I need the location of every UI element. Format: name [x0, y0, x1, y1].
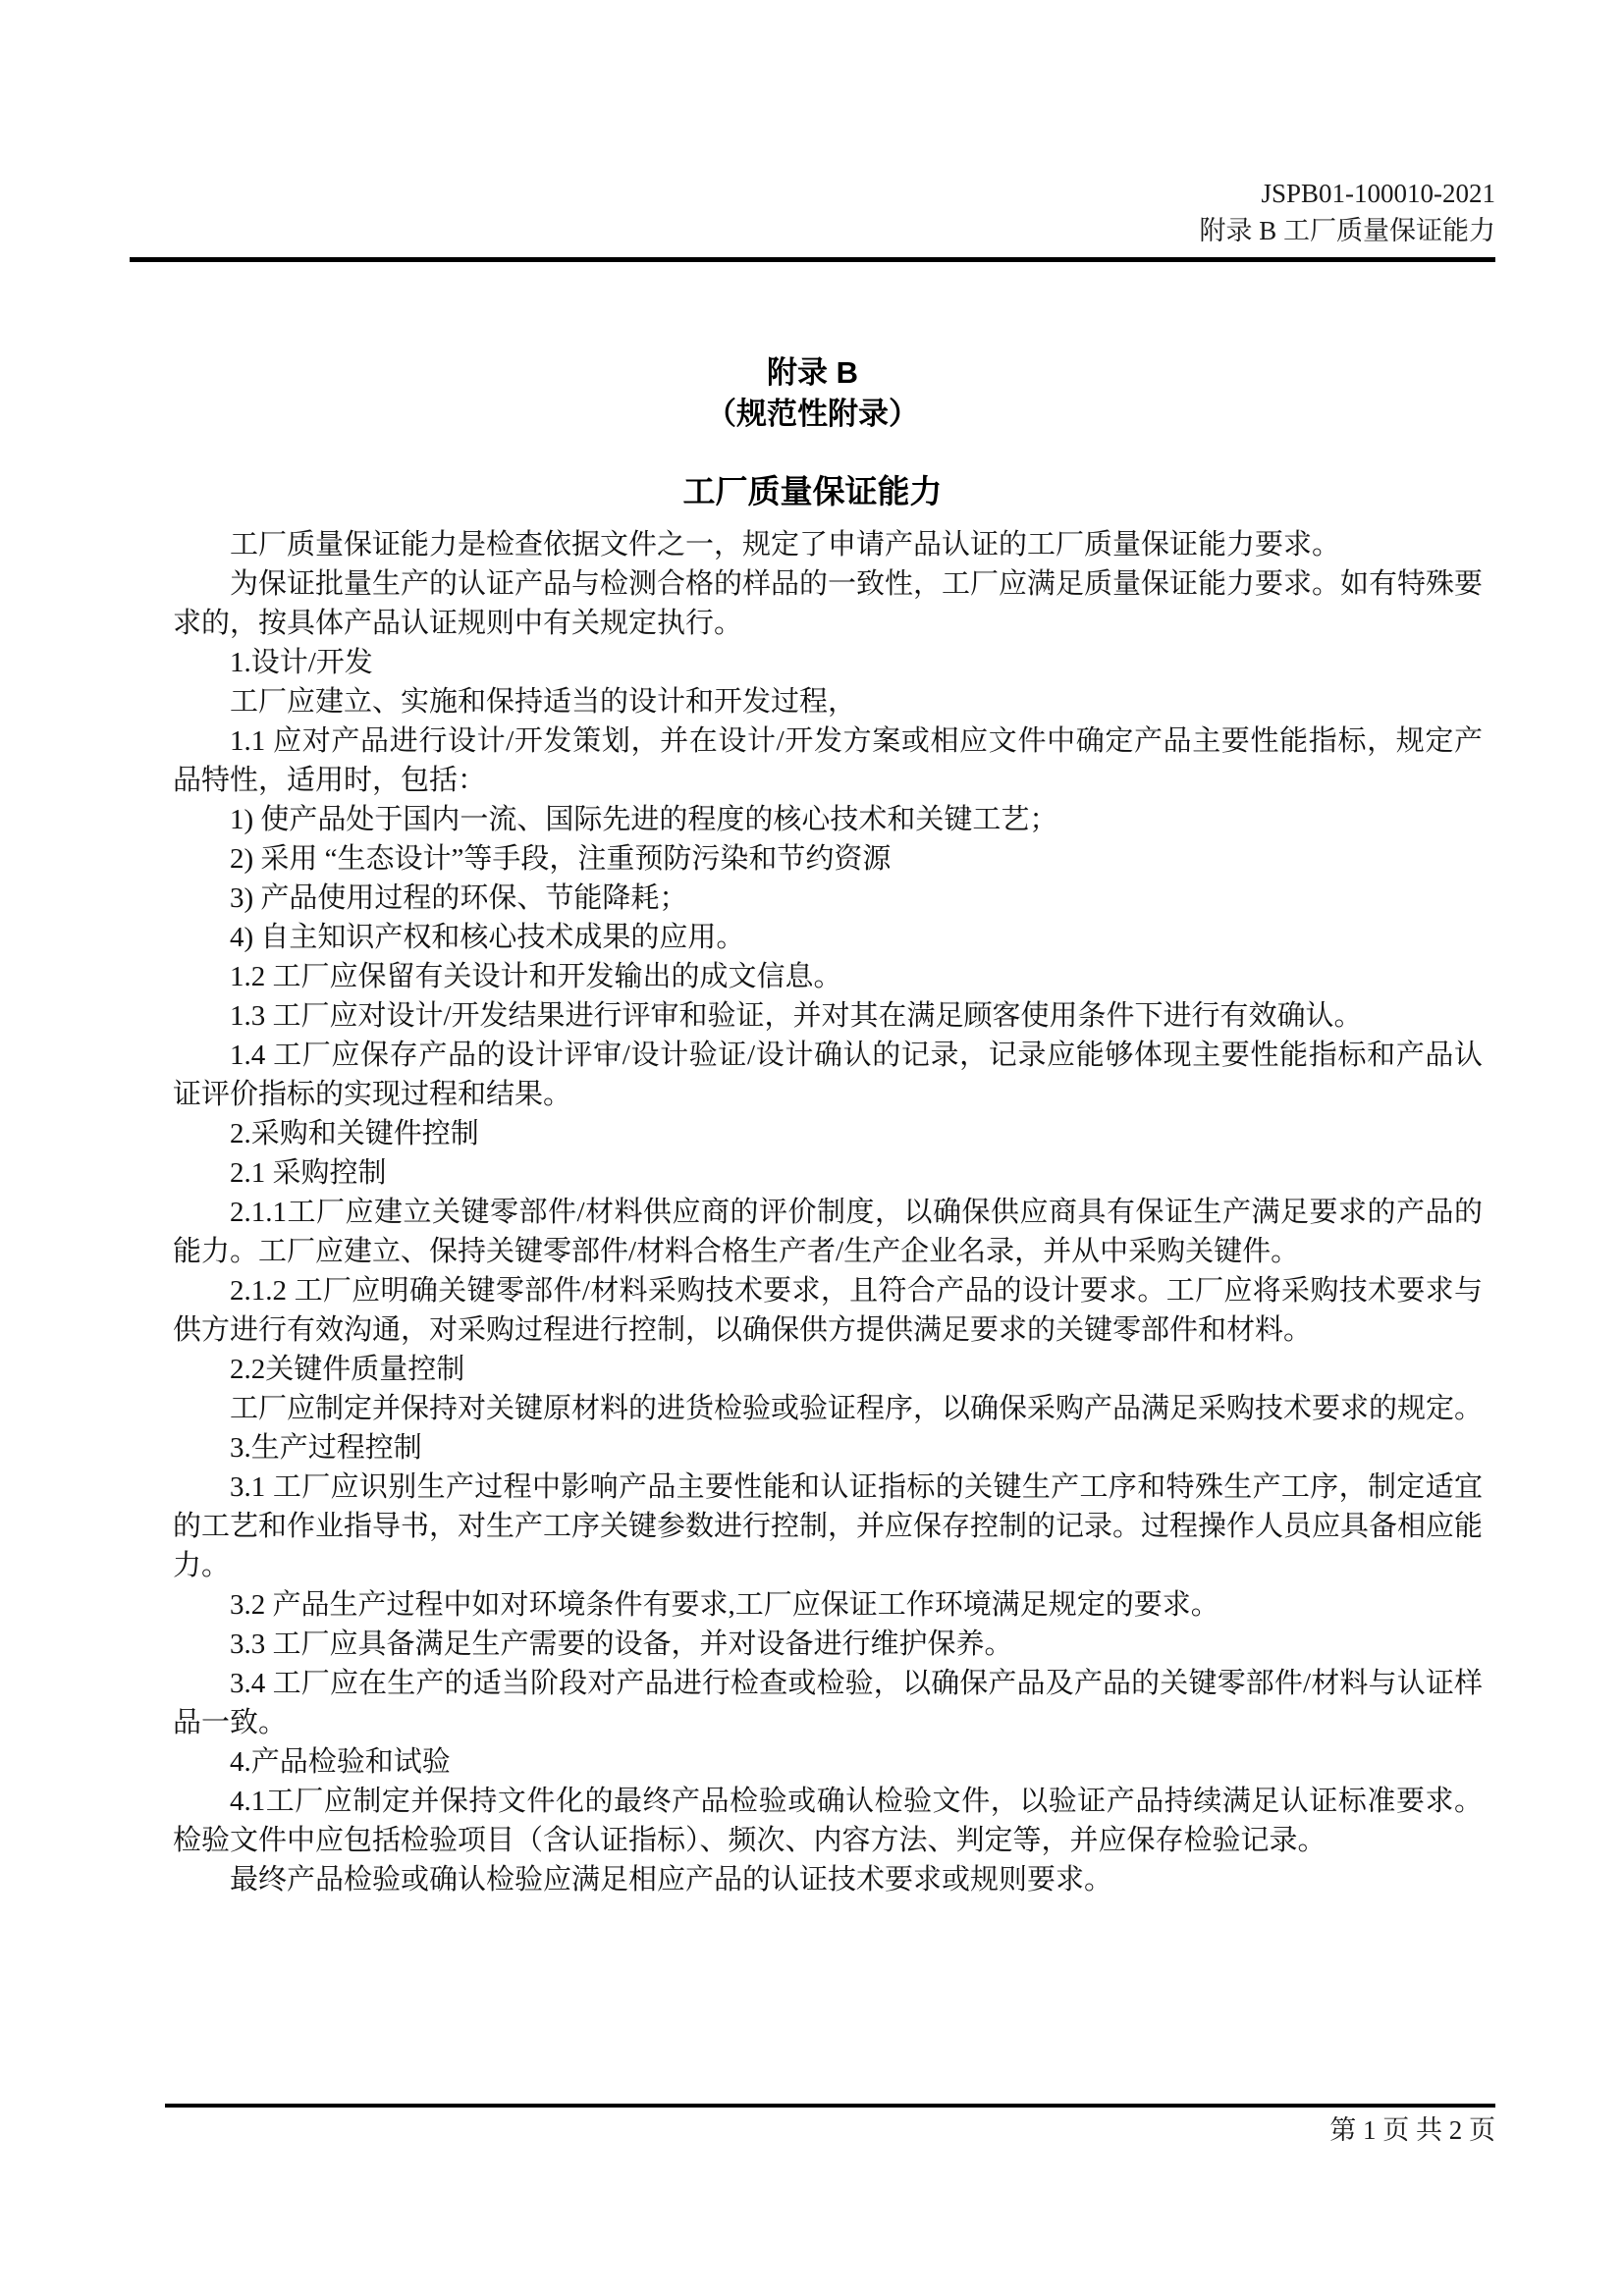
section-heading: 4.产品检验和试验	[230, 1746, 451, 1778]
paragraph: 1.3 工厂应对设计/开发结果进行评审和验证，并对其在满足顾客使用条件下进行有效确认。	[230, 1000, 1363, 1032]
subsection-heading: 2.1 采购控制	[230, 1157, 387, 1189]
appendix-type: （规范性附录）	[706, 397, 919, 431]
paragraph: 1.2 工厂应保留有关设计和开发输出的成文信息。	[230, 961, 842, 992]
footer-divider	[165, 2104, 1495, 2108]
paragraph: 3.4 工厂应在生产的适当阶段对产品进行检查或检验，以确保产品及产品的关键零部件/材料与认证样品一致。	[173, 1668, 1483, 1738]
paragraph: 为保证批量生产的认证产品与检测合格的样品的一致性，工厂应满足质量保证能力要求。如有特殊要求的，按具体产品认证规则中有关规定执行。	[173, 568, 1484, 639]
document-body	[173, 525, 1483, 1899]
list-item: 1) 使产品处于国内一流、国际先进的程度的核心技术和关键工艺；	[230, 804, 1058, 835]
page-number: 第 1 页 共 2 页	[1329, 2115, 1495, 2145]
paragraph: 2.1.1工厂应建立关键零部件/材料供应商的评价制度，以确保供应商具有保证生产满足要求的产品的能力。工厂应建立、保持关键零部件/材料合格生产者/生产企业名录，并从中采购关键件。	[173, 1197, 1483, 1267]
paragraph: 4.1工厂应制定并保持文件化的最终产品检验或确认检验文件，以验证产品持续满足认证标准要求。检验文件中应包括检验项目（含认证指标）、频次、内容方法、判定等，并应保存检验记录。	[173, 1786, 1483, 1856]
list-item: 2) 采用 “生态设计”等手段，注重预防污染和节约资源	[230, 843, 892, 875]
title-block	[130, 352, 1495, 435]
list-item: 3) 产品使用过程的环保、节能降耗；	[230, 882, 688, 914]
paragraph: 工厂应制定并保持对关键原材料的进货检验或验证程序，以确保采购产品满足采购技术要求的规定。	[230, 1393, 1484, 1424]
list-item: 4) 自主知识产权和核心技术成果的应用。	[230, 922, 745, 953]
paragraph: 3.2 产品生产过程中如对环境条件有要求,工厂应保证工作环境满足规定的要求。	[230, 1589, 1219, 1621]
page-footer	[165, 2104, 1495, 2148]
paragraph: 3.1 工厂应识别生产过程中影响产品主要性能和认证指标的关键生产工序和特殊生产工序，制定适宜的工艺和作业指导书，对生产工序关键参数进行控制，并应保存控制的记录。过程操作人员应具备相应能力。	[173, 1471, 1484, 1581]
appendix-label: 附录 B	[767, 355, 858, 390]
header-appendix-title: 附录 B 工厂质量保证能力	[1199, 216, 1495, 245]
paragraph: 3.3 工厂应具备满足生产需要的设备，并对设备进行维护保养。	[230, 1629, 1013, 1660]
section-heading: 3.生产过程控制	[230, 1432, 422, 1464]
paragraph: 1.4 工厂应保存产品的设计评审/设计验证/设计确认的记录，记录应能够体现主要性能指标和产品认证评价指标的实现过程和结果。	[173, 1040, 1483, 1110]
subsection-heading: 2.2关键件质量控制	[230, 1354, 465, 1385]
paragraph: 工厂质量保证能力是检查依据文件之一，规定了申请产品认证的工厂质量保证能力要求。	[230, 529, 1341, 561]
paragraph: 最终产品检验或确认检验应满足相应产品的认证技术要求或规则要求。	[230, 1864, 1113, 1896]
paragraph: 1.1 应对产品进行设计/开发策划，并在设计/开发方案或相应文件中确定产品主要性能指标，规定产品特性，适用时，包括：	[173, 725, 1483, 796]
paragraph: 工厂应建立、实施和保持适当的设计和开发过程，	[230, 686, 857, 718]
section-heading: 1.设计/开发	[230, 647, 373, 678]
header-document-code: JSPB01-100010-2021	[1261, 179, 1495, 208]
section-heading: 2.采购和关键件控制	[230, 1118, 479, 1149]
document-heading: 工厂质量保证能力	[682, 473, 943, 509]
paragraph: 2.1.2 工厂应明确关键零部件/材料采购技术要求，且符合产品的设计要求。工厂应将采购技术要求与供方进行有效沟通，对采购过程进行控制，以确保供方提供满足要求的关键零部件和材料。	[173, 1275, 1483, 1346]
page-header	[130, 175, 1495, 249]
header-divider	[130, 257, 1495, 262]
